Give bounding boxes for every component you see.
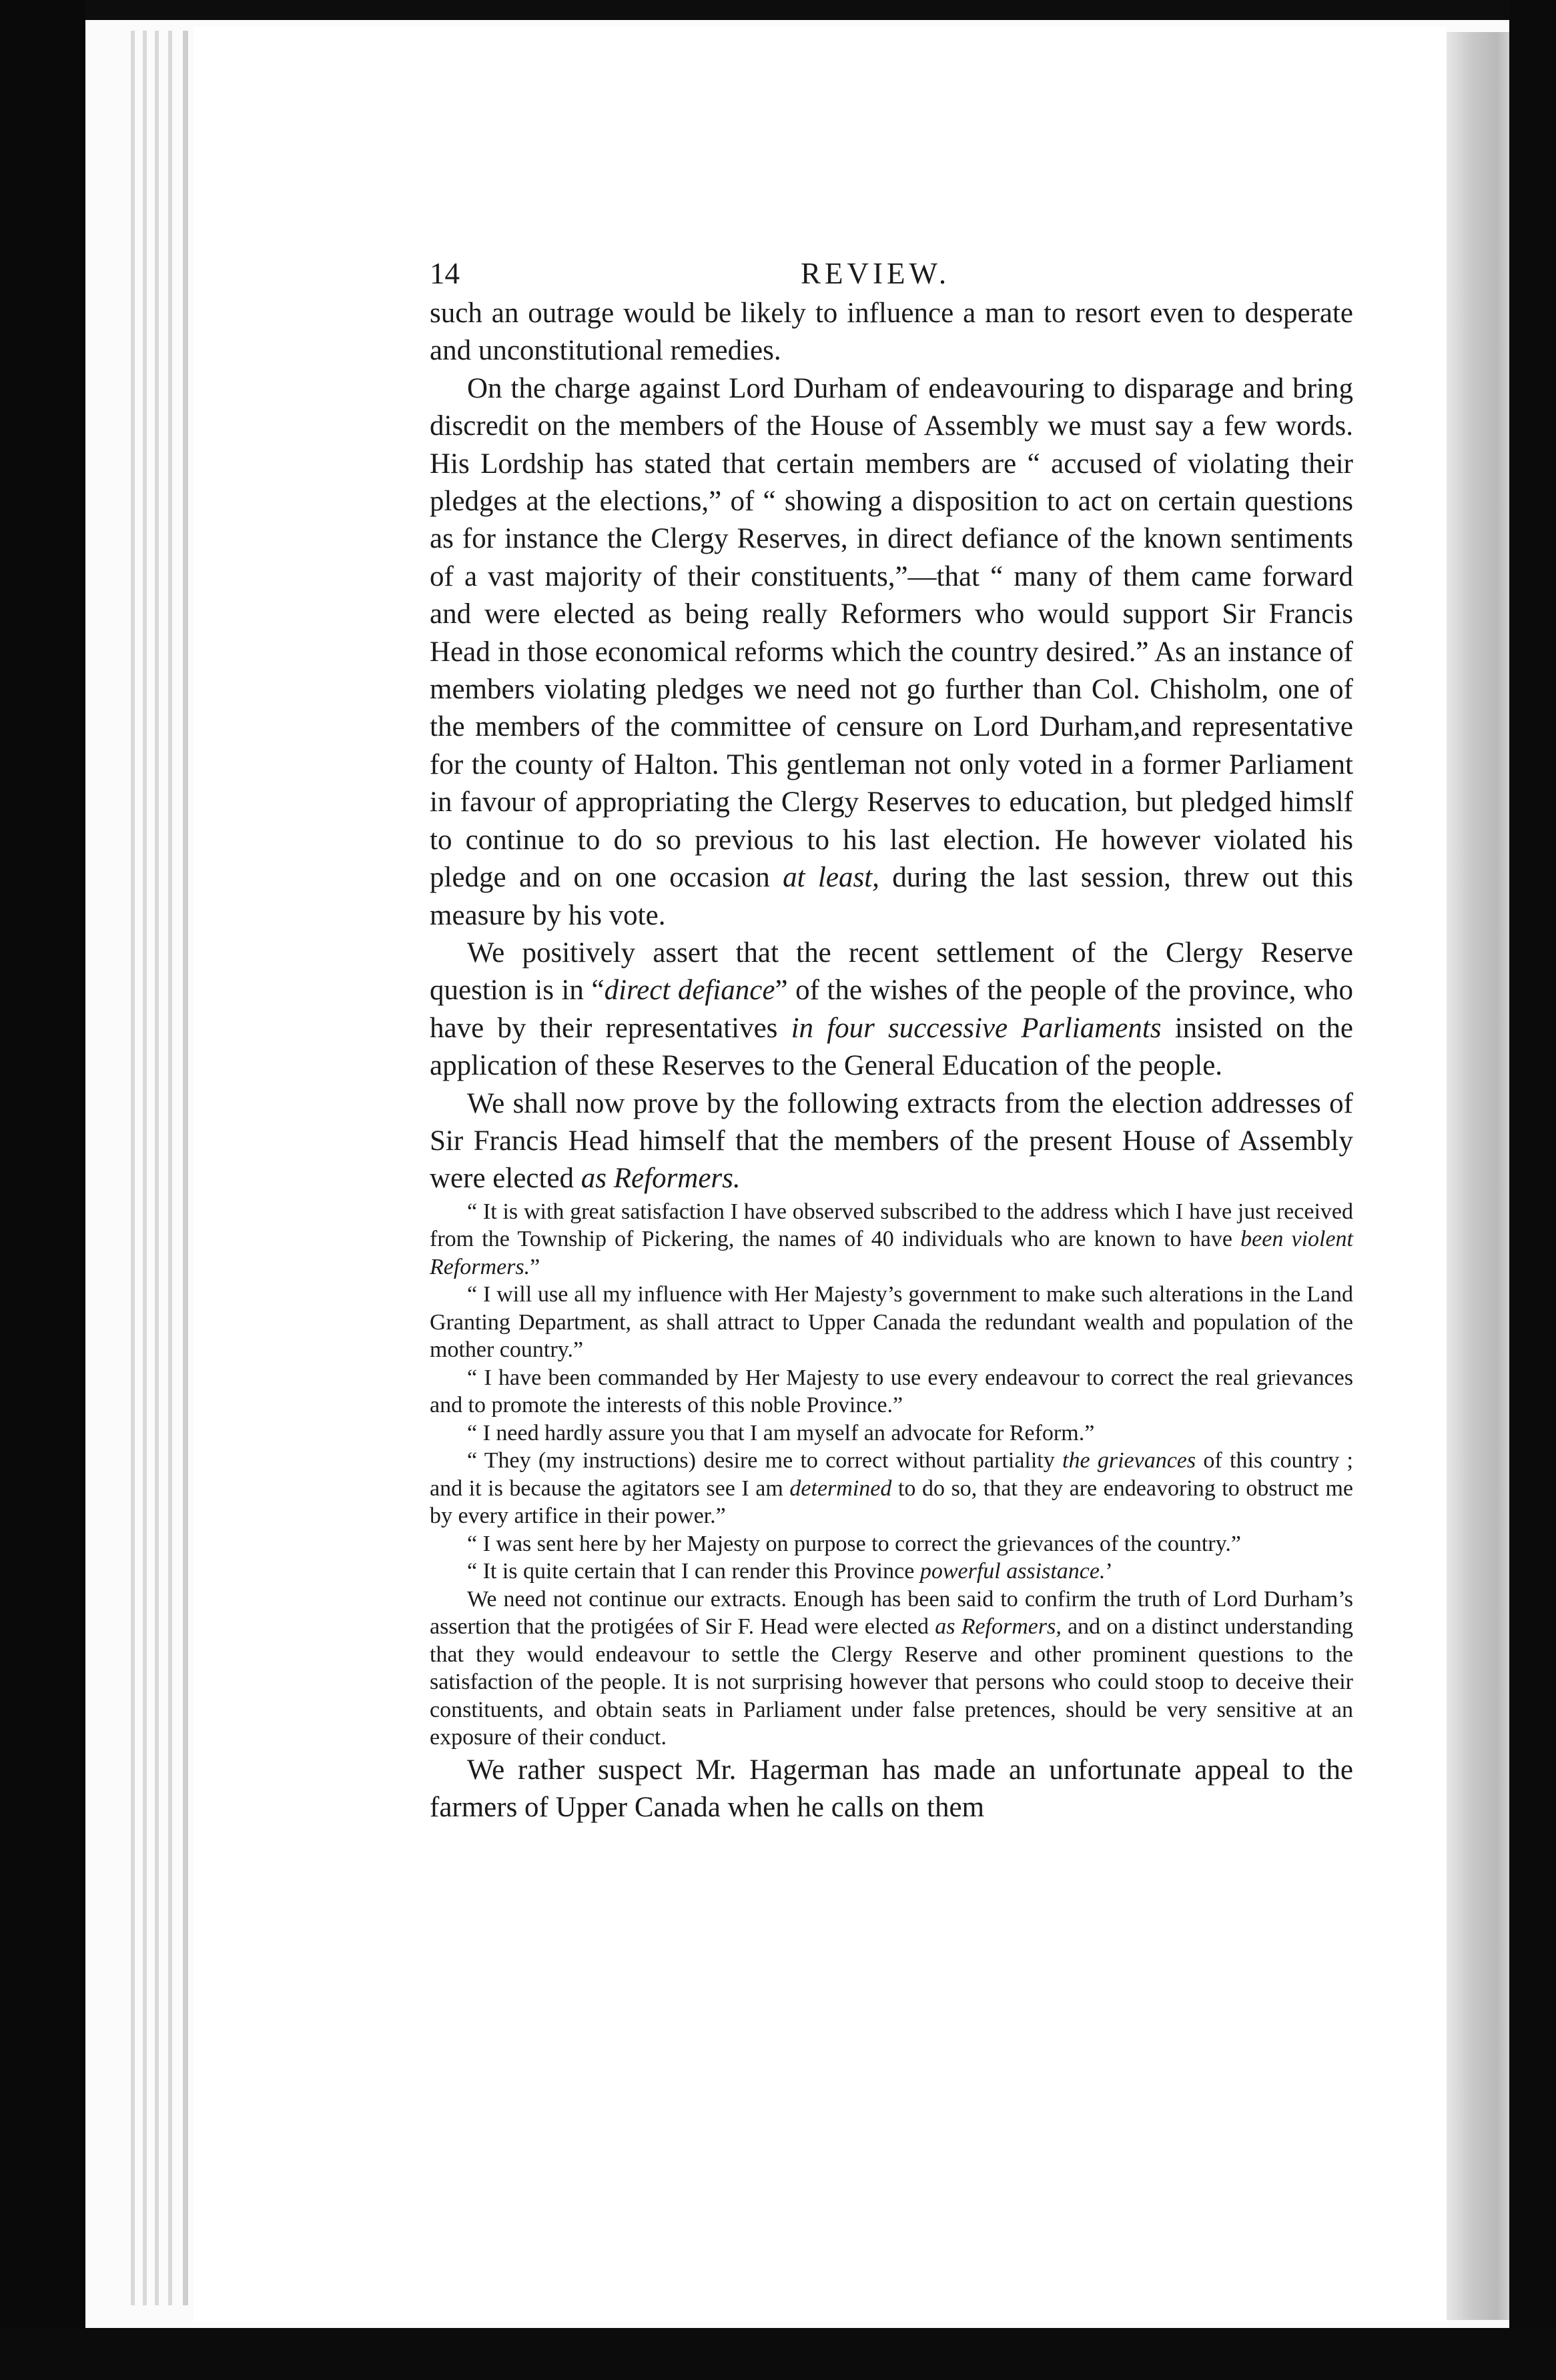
quoted-paragraph xyxy=(430,1558,1353,1586)
text-run: insisted on the application of these Reserves to the General Education of the people. xyxy=(430,1012,1353,1082)
text-column xyxy=(430,256,1353,1827)
quoted-paragraph xyxy=(430,1419,1353,1447)
italic-run: in four successive Parliaments xyxy=(791,1012,1162,1044)
page-number: 14 xyxy=(430,257,460,290)
body-paragraph xyxy=(430,1085,1353,1198)
text-run: “ They (my instructions) desire me to correct without partiality xyxy=(467,1448,1063,1473)
page-edge xyxy=(155,31,159,2305)
italic-run: at least, xyxy=(783,862,879,894)
quoted-paragraph xyxy=(430,1530,1353,1558)
text-run: “ I have been commanded by Her Majesty to use every endeavour to correct the real grievances and to promote the interests of this noble Province.” xyxy=(430,1365,1353,1418)
italic-run: been violent Reformers. xyxy=(430,1227,1353,1279)
text-run: of this country ; and it is because the agitators see I am xyxy=(430,1448,1353,1501)
text-run: such an outrage would be likely to influence a man to resort even to desperate and unconstitutional remedies. xyxy=(430,298,1353,367)
quoted-paragraph xyxy=(430,1364,1353,1419)
text-run: We shall now prove by the following extracts from the election addresses of Sir Francis Head himself that the members of the present House of Assembly were elected xyxy=(430,1087,1353,1195)
italic-run: the grievances xyxy=(1062,1448,1196,1473)
text-run: ” xyxy=(530,1254,540,1279)
page-edge xyxy=(168,31,172,2305)
quoted-paragraph xyxy=(430,1447,1353,1530)
text-run: “ I need hardly assure you that I am myself an advocate for Reform.” xyxy=(467,1420,1095,1445)
quoted-paragraph xyxy=(430,1198,1353,1281)
scan-border-right xyxy=(1509,0,1556,2380)
text-run: ” of the wishes of the people of the province, who have by their representatives xyxy=(430,975,1353,1044)
body-paragraph xyxy=(430,935,1353,1085)
text-run: “ It is with great satisfaction I have observed subscribed to the address which I have just received from the Township of Pickering, the names of 40 individuals who are known to have xyxy=(430,1199,1353,1252)
quoted-paragraph xyxy=(430,1586,1353,1752)
italic-run: direct defiance xyxy=(604,975,775,1007)
italic-run: determined xyxy=(789,1475,892,1501)
text-run: We need not continue our extracts. Enough has been said to confirm the truth of Lord Durham’s assertion that the protigées of Sir F. Head were elected xyxy=(430,1586,1353,1640)
text-run: “ I was sent here by her Majesty on purpose to correct the grievances of the country.” xyxy=(467,1531,1241,1556)
page-edge xyxy=(183,31,188,2305)
italic-run: powerful assistance. xyxy=(919,1559,1106,1584)
page-header xyxy=(430,256,1353,295)
italic-run: as Reformers. xyxy=(580,1163,741,1195)
scan-border-bottom xyxy=(0,2328,1556,2380)
running-title: REVIEW. xyxy=(801,257,951,290)
text-run: to do so, that they are endeavoring to obstruct me by every artifice in their power.” xyxy=(430,1475,1354,1529)
text-run: during the last session, threw out this measure by his vote. xyxy=(430,862,1353,931)
scan-border-top xyxy=(0,0,1556,20)
body-paragraph xyxy=(430,370,1353,935)
quoted-paragraph xyxy=(430,1281,1353,1364)
italic-run: as Reformers, xyxy=(935,1614,1062,1640)
text-run: On the charge against Lord Durham of endeavouring to disparage and bring discredit on the members of the House of Assembly we must say a few words. His Lordship has stated that certain members are “ accused of violating their pledges at the elections,” of “ showing a disposition to act on certain questions as for instance the Clergy Reserves, in direct defiance of the known sentiments of a vast majority of their constituents,”—that “ many of them came forward and were elected as being really Reformers who would support Sir Francis Head in those economical reforms which the country desired.” As an instance of members violating pledges we need not go further than Col. Chisholm, one of the members of the committee of censure on Lord Durham,and representative for the county of Halton. This gentleman not only voted in a former Parliament in favour of appropriating the Clergy Reserves to education, but pledged himslf to continue to do so previous to his last election. He however violated his pledge and on one occasion xyxy=(430,372,1353,894)
text-run: ’ xyxy=(1105,1559,1113,1584)
body-paragraph xyxy=(430,1752,1353,1827)
text-run: “ I will use all my influence with Her Majesty’s government to make such alterations in the Land Granting Department, as shall attract to Upper Canada the redundant wealth and population of the mother country.” xyxy=(430,1282,1353,1363)
text-run: and on a distinct understanding that they would endeavour to settle the Clergy Reserve and other prominent questions to the satisfaction of the people. It is not surprising however that persons who could stoop to deceive their constituents, and obtain seats in Parliament under false pretences, should be very sensitive at an exposure of their conduct. xyxy=(430,1614,1353,1750)
body-paragraph xyxy=(430,295,1353,370)
text-run: “ It is quite certain that I can render this Province xyxy=(467,1559,920,1584)
page-edge xyxy=(131,31,135,2305)
text-run: We positively assert that the recent settlement of the Clergy Reserve question is in “ xyxy=(430,937,1353,1007)
page-edge xyxy=(143,31,147,2305)
scan-border-left xyxy=(0,0,85,2380)
body-text xyxy=(430,295,1353,1827)
book-fore-edge xyxy=(1447,32,1509,2320)
text-run: We rather suspect Mr. Hagerman has made an unfortunate appeal to the farmers of Upper Canada when he calls on them xyxy=(430,1754,1353,1824)
